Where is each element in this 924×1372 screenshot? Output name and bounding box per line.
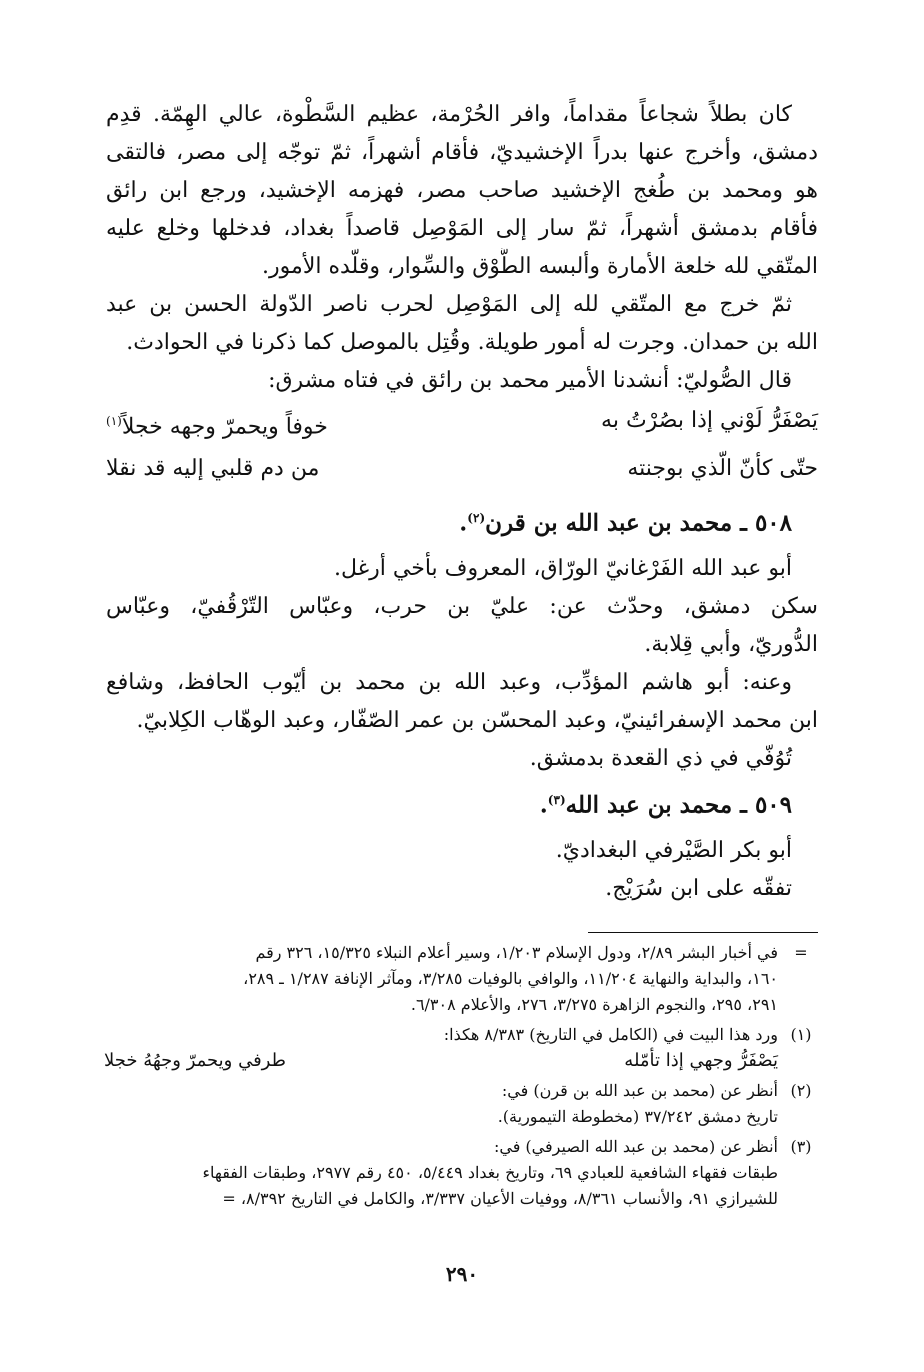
text-line: الله بن حمدان. وجرت له أمور طويلة. وقُتِل بالموصل كما ذكرنا في الحوادث. <box>126 330 818 355</box>
text-line: هو ومحمد بن طُغج الإخشيد صاحب مصر، فهزمه الإخشيد، ورجع ابن رائق <box>106 178 818 203</box>
footnote-mark: = <box>794 943 808 962</box>
text-line: الدُّوريّ، وأبي قِلابة. <box>644 631 818 657</box>
text-line: قال الصُّوليّ: أنشدنا الأمير محمد بن رائق في فتاه مشرق: <box>268 368 792 393</box>
text-line: ابن محمد الإسفرائينيّ، وعبد المحسّن بن عمر الصّفّار، وعبد الوهّاب الكِلابيّ. <box>136 707 818 733</box>
text-line: فأقام بدمشق أشهراً، ثمّ سار إلى المَوْصِل قاصداً بغداد، فدخلها وخلع عليه <box>106 216 818 241</box>
text-line: سكن دمشق، وحدّث عن: عليّ بن حرب، وعبّاس التّرْقُفيّ، وعبّاس <box>106 593 818 619</box>
footnote-marker: (١) <box>106 414 122 428</box>
footnote-marker: (٣) <box>547 792 566 807</box>
footnote-mark: (٢) <box>790 1081 812 1100</box>
verse-second-hemistich: من دم قلبي إليه قد نقلا <box>106 456 320 482</box>
footnote-line: ١٦٠، والبداية والنهاية ١١/٢٠٤، والوافي بالوفيات ٣/٢٨٥، ومآثر الإنافة ١/٢٨٧ ـ ٢٨٩، <box>243 969 778 988</box>
footnote-marker: (٢) <box>467 511 486 526</box>
footnote-3 <box>98 1134 824 1212</box>
entry-heading-509: ٥٠٩ ـ محمد بن عبد الله$^{(٣)}$. <box>539 791 792 819</box>
text-line: دمشق، وأخرج عنها بدراً الإخشيديّ، فأقام أشهراً، ثمّ توجّه إلى مصر، فالتقى <box>106 140 818 165</box>
footnote-2 <box>98 1078 824 1130</box>
footnote-line: طبقات فقهاء الشافعية للعبادي ٦٩، وتاريخ بغداد ٥/٤٤٩، ٤٥٠ رقم ٢٩٧٧، وطبقات الفقهاء <box>202 1163 778 1182</box>
footnote-line: تاريخ دمشق ٣٧/٢٤٢ (مخطوطة التيمورية). <box>497 1107 778 1126</box>
text-line: تُوُفّي في ذي القعدة بدمشق. <box>529 745 792 771</box>
poem-verse <box>106 448 818 490</box>
text-line: وعنه: أبو هاشم المؤدِّب، وعبد الله بن محمد بن أيّوب الحافظ، وشافع <box>106 669 792 695</box>
footnote-mark: (٣) <box>790 1137 812 1156</box>
poem-verse <box>106 400 818 448</box>
verse-first-hemistich: حتّى كأنّ الّذي بوجنته <box>627 456 818 482</box>
text-line: أبو عبد الله الفَرْغانيّ الورّاق، المعروف بأخي أرغل. <box>334 555 792 581</box>
footnote-line: أنظر عن (محمد بن عبد الله بن قرن) في: <box>501 1081 778 1100</box>
verse-second-hemistich: طرفي ويحمرّ وجهُهُ خجلا <box>104 1050 286 1071</box>
footnote-1 <box>98 1022 824 1074</box>
text-line: تفقّه على ابن سُرَيْج. <box>605 875 792 901</box>
footnote-line: ورد هذا البيت في (الكامل في التاريخ) ٨/٣٨٣ هكذا: <box>443 1025 778 1044</box>
footnote-line: في أخبار البشر ٢/٨٩، ودول الإسلام ١/٢٠٣، وسير أعلام النبلاء ١٥/٣٢٥، ٣٢٦ رقم <box>255 943 778 962</box>
footnote-continuation <box>98 940 824 1018</box>
footnote-verse <box>98 1048 778 1074</box>
page-number: ٢٩٠ <box>445 1262 479 1286</box>
footnote-mark: (١) <box>790 1025 812 1044</box>
verse-first-hemistich: يَصْفَرُّ وجهي إذا تأمّله <box>624 1050 778 1071</box>
footnote-separator <box>588 932 818 933</box>
verse-first-hemistich: يَصْفَرُّ لَوْني إذا بصُرْتُ به <box>601 408 818 433</box>
text-line: أبو بكر الصَّيْرفي البغداديّ. <box>555 837 792 863</box>
text-line: ثمّ خرج مع المتّقي لله إلى المَوْصِل لحرب ناصر الدّولة الحسن بن عبد <box>106 292 792 317</box>
verse-second-hemistich: خوفاً ويحمرّ وجهه خجلاً$^{(١)}$ <box>106 414 328 440</box>
footnote-line: ٢٩١، ٢٩٥، والنجوم الزاهرة ٣/٢٧٥، ٢٧٦، والأعلام ٦/٣٠٨. <box>410 995 778 1014</box>
main-text <box>106 96 818 908</box>
text-line: كان بطلاً شجاعاً مقداماً، وافر الحُرْمة، عظيم السَّطْوة، عالي الهِمّة. قدِم <box>106 102 792 127</box>
footnotes <box>98 940 824 1216</box>
entry-heading-508: ٥٠٨ ـ محمد بن عبد الله بن قرن$^{(٢)}$. <box>459 509 792 537</box>
footnote-line: أنظر عن (محمد بن عبد الله الصيرفي) في: <box>493 1137 778 1156</box>
text-line: المتّقي لله خلعة الأمارة وألبسه الطَّوْق والسِّوار، وقلّده الأمور. <box>262 254 818 279</box>
footnote-line: للشيرازي ٩١، والأنساب ٨/٣٦١، ووفيات الأعيان ٣/٣٣٧، والكامل في التاريخ ٨/٣٩٢، = <box>222 1189 778 1208</box>
